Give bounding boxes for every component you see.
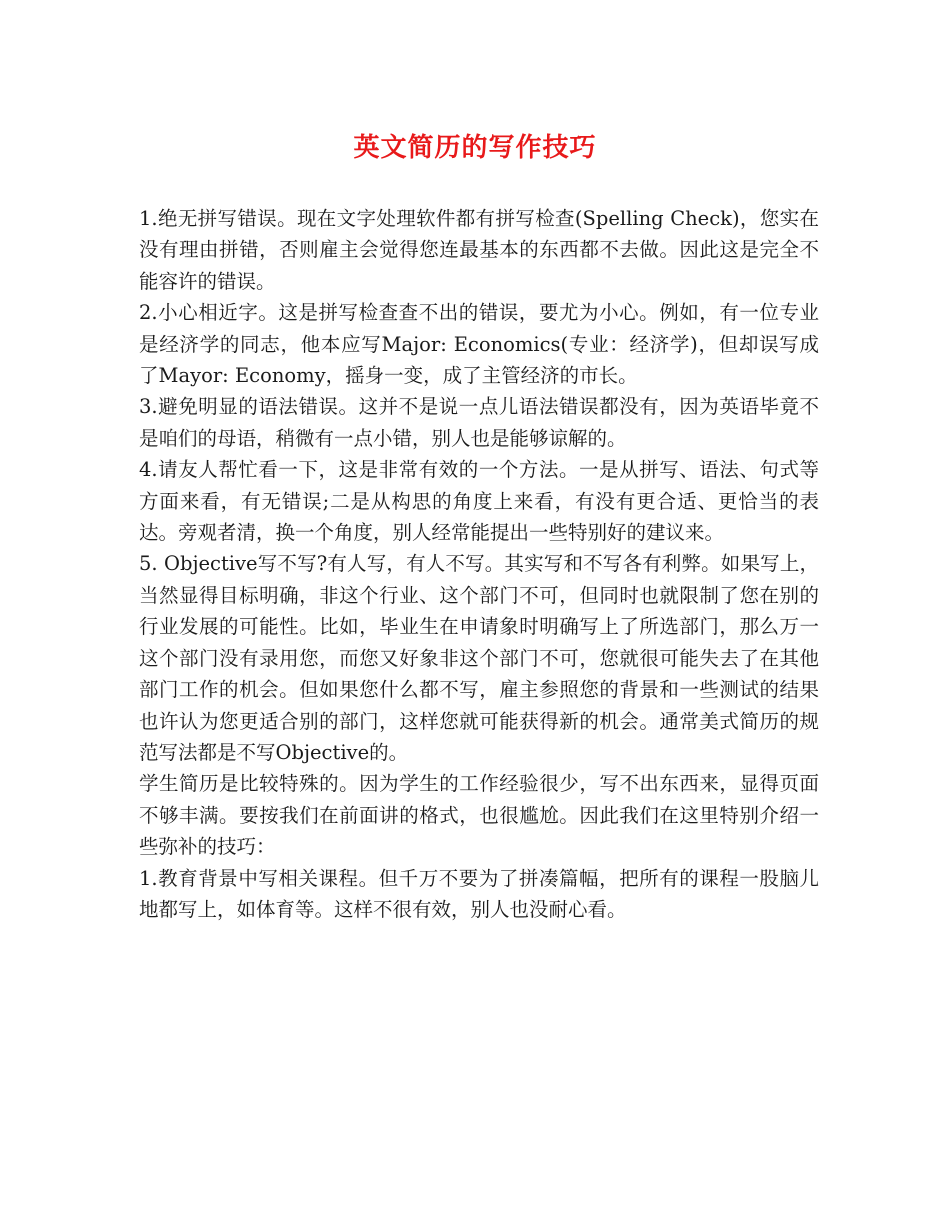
document-body [139,203,819,925]
paragraph-6: 学生简历是比较特殊的。因为学生的工作经验很少，写不出东西来，显得页面不够丰满。要按我们在前面讲的格式，也很尴尬。因此我们在这里特别介绍一些弥补的技巧： [139,772,819,859]
paragraph-2: 2.小心相近字。这是拼写检查查不出的错误，要尤为小心。例如，有一位专业是经济学的同志，他本应写Major: Economics(专业：经济学)，但却误写成了Mayor: Economy，摇身一变，成了主管经济的市长。 [139,301,819,388]
paragraph-3: 3.避免明显的语法错误。这并不是说一点儿语法错误都没有，因为英语毕竟不是咱们的母语，稍微有一点小错，别人也是能够谅解的。 [139,395,819,450]
paragraph-4: 4.请友人帮忙看一下，这是非常有效的一个方法。一是从拼写、语法、句式等方面来看，有无错误;二是从构思的角度上来看，有没有更合适、更恰当的表达。旁观者清，换一个角度，别人经常能提出一些特别好的建议来。 [139,458,819,545]
paragraph-5: 5. Objective写不写?有人写，有人不写。其实写和不写各有利弊。如果写上，当然显得目标明确，非这个行业、这个部门不可，但同时也就限制了您在别的行业发展的可能性。比如，毕业生在申请象时明确写上了所选部门，那么万一这个部门没有录用您，而您又好象非这个部门不可，您就很可能失去了在其他部门工作的机会。但如果您什么都不写，雇主参照您的背景和一些测试的结果也许认为您更适合别的部门，这样您就可能获得新的机会。通常美式简历的规范写法都是不写Objective的。 [139,552,819,764]
document-title: 英文简历的写作技巧 [353,133,597,163]
paragraph-7: 1.教育背景中写相关课程。但千万不要为了拼凑篇幅，把所有的课程一股脑儿地都写上，如体育等。这样不很有效，别人也没耐心看。 [139,866,819,921]
paragraph-1: 1.绝无拼写错误。现在文字处理软件都有拼写检查(Spelling Check)，您实在没有理由拼错，否则雇主会觉得您连最基本的东西都不去做。因此这是完全不能容许的错误。 [139,207,819,293]
